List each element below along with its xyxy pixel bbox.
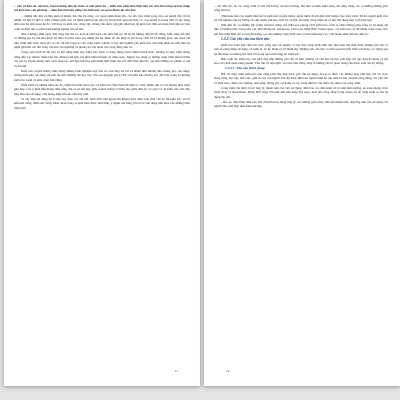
right-paragraph-5: Bên cạnh đó, kiến trúc còn phải đáp ứng những yêu cầu về môi trường, về văn hóa xã hội, phù hợp với quy hoạch chung và hài hòa với cảnh quan xung quanh. Yêu cầu về tiện nghi, an toàn, bền vững cũng là những yếu tố quan trọng cần được xem xét kỹ lưỡng. bbox=[214, 56, 388, 66]
left-paragraph-5: Năm 1995 và những năm sau đó, nhiều hội thảo khoa học về kiến trúc Việt Nam đã được tổ chức nhằm tìm ra con đường phát triển phù hợp. Các ý kiến đều thống nhất rằng cần có sự kết hợp giữa truyền thống và hiện đại, giữa dân tộc và quốc tế, để kiến trúc vừa đáp ứng nhu cầu sử dụng, vừa mang đậm bản sắc văn hóa Việt. bbox=[14, 82, 190, 96]
left-paragraph-6: Vì vậy nếu chỉ dừng lại ở việc sao chép các chi tiết, hình thức bên ngoài mà không hiểu được bản chất của nó thì kiến trúc sẽ trở nên khô cứng, thiếu sức sống. Điều quan trọng là phải hiểu được tinh thần, ý nghĩa của từng yếu tố để vận dụng linh hoạt vào những điều kiện mới. bbox=[14, 96, 190, 110]
right-paragraph-3: Mỗi dân tộc có những đặc trưng văn hóa riêng, thể hiện qua phong cách kiến trúc, cách tổ chức không gian sống và sử dụng vật liệu. Ở nhiều nước trong khu vực như Malaysia, Indonesia, Thái Lan, Nhật Bản, Trung Quốc, các kiến trúc sư đã thành công trong việc kết hợp giữa hiện đại và truyền thống, tạo nên những công trình vừa có tính thẩm mỹ cao, vừa mang đậm bản sắc dân tộc. bbox=[214, 23, 388, 36]
page-number-left: 11 bbox=[174, 369, 178, 373]
page-number-right: 12 bbox=[226, 369, 230, 373]
right-page bbox=[204, 0, 400, 386]
right-paragraph-6: Bất cứ công trình kiến trúc nào cũng phải đáp ứng được yêu cầu sử dụng, để tạo ra được các không gian phù hợp với các hoạt động sống, học tập, làm việc, giải trí của con người. Để đạt được điều đó, người thiết kế cần nắm rõ dây chuyền công năng, các yêu cầu về diện tích, chiều cao, hướng, ánh sáng, thông gió, cách âm và các trang thiết bị cần thiết cho từng loại công trình. bbox=[214, 71, 388, 85]
left-paragraph-3: Trong quá trình đô thị hóa và hội nhập hiện nay, kiến trúc nước ta đang đứng trước nhiều thách thức. Không ít công trình mang dáng dấp vay mượn, thiếu bản sắc, không phù hợp với điều kiện khí hậu và cảnh quan. Ngược lại, cũng có những công trình biết kế thừa các giá trị truyền thống một cách sáng tạo, kết hợp hài hòa giữa hình thức hiện đại với tinh thần dân tộc, tạo nên những tác phẩm có giá trị lâu dài. bbox=[14, 50, 190, 68]
right-paragraph-4: Kiến trúc luôn gắn chặt với cuộc sống của con người, vì vậy mọi công trình kiến trúc đều phải đáp ứng được những yêu cầu cơ bản về công năng sử dụng, về kinh tế, về kỹ thuật và về thẩm mỹ. Những yêu cầu này có mối quan hệ mật thiết với nhau, tác động qua lại lẫn nhau và không thể tách rời trong quá trình sáng tác kiến trúc. bbox=[214, 42, 388, 56]
right-paragraph-8: - Bố cục mặt bằng đảm bảo dây chuyền hoạt động hợp lý, các không gian được liên kết thuận tiện, đáp ứng nhu cầu sử dụng của người dân, phù hợp điều kiện khí hậu. bbox=[214, 99, 388, 109]
right-paragraph-7: Công trình cần được bố trí hợp lý, thuận tiện cho việc sử dụng, đảm bảo các điều kiện về vệ sinh môi trường, an toàn phòng cháy chữa cháy và thoát hiểm. Đồng thời cũng cần tính đến khả năng mở rộng, thay đổi công năng trong tương lai để công trình có thể sử dụng lâu dài. bbox=[214, 85, 388, 99]
left-page-content bbox=[14, 4, 190, 360]
section-heading: 1.2.2. Các yêu cầu của kiến trúc bbox=[221, 37, 270, 42]
left-paragraph-4: Kiến trúc truyền thống chứa đựng những kinh nghiệm quý báu về cách ứng xử với tự nhiên như hướng nhà, thông gió, che nắng, chống mưa bão, sử dụng vật liệu tại chỗ. Những bài học này vẫn còn nguyên giá trị đối với kiến trúc đương đại, đặc biệt trong xu hướng kiến trúc xanh và phát triển bền vững. bbox=[14, 68, 190, 82]
left-paragraph-1: ... những đặc thù về điều kiện tự nhiên, đặc thù lối sống, các quan niệm thẩm mỹ, các ước mơ, khát vọng của con người đối với tự nhiên, xã hội và nhà ở. Môi trường kiến trúc và thiên nhiên luôn gắn bó trong mối quan hệ hữu cơ, con người là trung tâm và tác động đến toàn bộ mối quan hệ đó. Văn hóa và kiến trúc cũng vậy, chúng cần được gìn giữ, phát huy để kiến trúc thật sự mang tính dân tộc bên cạnh sự hiện đại và phát triển không ngừng của xã hội. bbox=[14, 13, 190, 31]
subsection-heading: 1.2.2.1. Yêu cầu thích dụng bbox=[225, 66, 265, 71]
right-page-content bbox=[214, 4, 388, 360]
left-page bbox=[4, 0, 200, 386]
right-paragraph-1: ... sắc dân tộc, để các công trình có thể thích ứng với môi trường, khí hậu và điều kiện sống của từng vùng, tạo ra những không gian sống hài hòa. bbox=[214, 4, 388, 13]
right-paragraph-2: Tầm hiểu biết của người thiết kế về kiến trúc truyền thống quyết định rất lớn đến chất lượng của công trình. Từ đó, người kiến trúc sư cần nghiên cứu kỹ lưỡng các đặc điểm văn hóa, lịch sử, xã hội của từng vùng miền để có thể vận dụng một cách phù hợp. bbox=[214, 13, 388, 22]
left-paragraph-2: Nhà ở không phải ngày một ngày hai mà có, lịch sử phát triển của mỗi dân tộc đã để lại những dấu ấn rất riêng. Mỗi vùng đất đều có những giá trị văn hóa được kế thừa và phát triển qua nhiều thế hệ. Điều đó thể hiện rõ nét trong cách bố trí không gian, lựa chọn vật liệu, hình thức mái, màu sắc và các chi tiết trang trí của công trình. Chính vì vậy, khi nghiên cứu kiến trúc cần nhìn nhận nó như một bộ phận gắn liền với đời sống văn hóa, tín ngưỡng và phong tục tập quán của cộng đồng dân cư. bbox=[14, 31, 190, 50]
intro-bold-paragraph: ... văn và bản sắc văn hóa, truyền thống dân tộc luôn có mối quan hệ ... Kiến trúc phải biểu hiện bản sắc văn hóa trong sự hòa nhập với kiến trúc của phương ... dám bảo tính bền vững cho kiến trúc và sự ổn định của văn hóa bbox=[14, 4, 190, 13]
